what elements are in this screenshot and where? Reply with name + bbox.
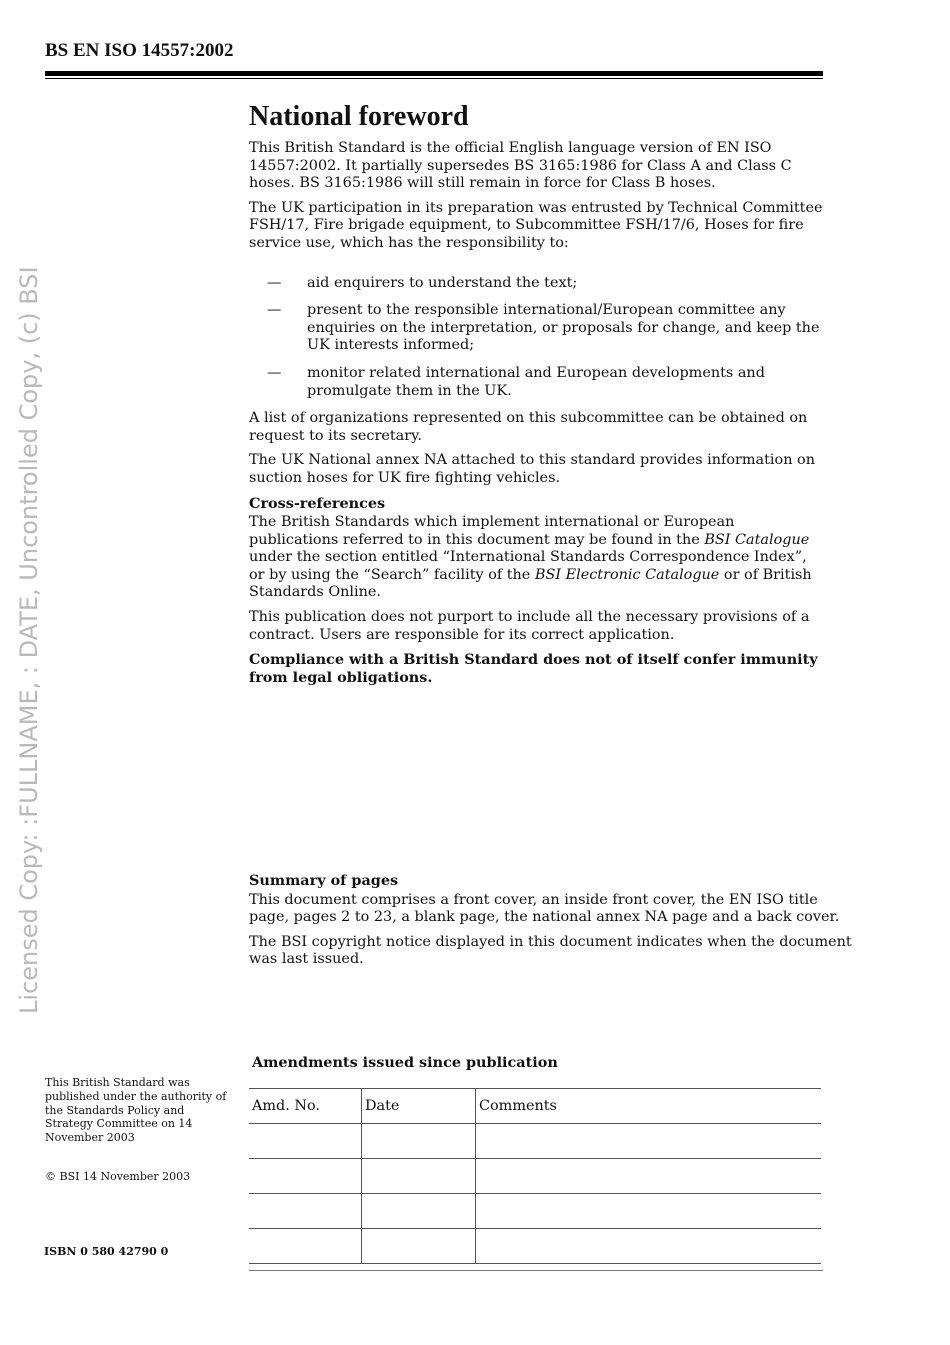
compliance-statement: Compliance with a British Standard does not of itself confer immunity from legal obligations. bbox=[249, 651, 818, 686]
table-cell bbox=[362, 1159, 476, 1194]
national-foreword bbox=[249, 100, 824, 693]
responsibility-list bbox=[249, 275, 824, 401]
header-rule-thick bbox=[45, 71, 823, 76]
table-cell bbox=[476, 1124, 822, 1159]
dash-marker: — bbox=[267, 274, 282, 291]
cross-references-heading: Cross-references bbox=[249, 494, 386, 512]
list-item-text: aid enquirers to understand the text; bbox=[307, 274, 578, 291]
list-item bbox=[249, 275, 824, 293]
license-watermark: Licensed Copy: :FULLNAME, : DATE, Uncontrolled Copy, (c) BSI bbox=[15, 266, 43, 1014]
table-row bbox=[249, 1229, 821, 1264]
list-item bbox=[249, 365, 824, 400]
list-item bbox=[249, 302, 824, 355]
list-item-text: monitor related international and European developments and promulgate them in the UK. bbox=[307, 364, 765, 399]
cross-references-paragraph bbox=[249, 514, 824, 602]
table-row bbox=[249, 1159, 821, 1194]
table-cell bbox=[362, 1229, 476, 1264]
table-cell bbox=[249, 1194, 362, 1229]
table-cell bbox=[362, 1124, 476, 1159]
bsi-electronic-catalogue-title: BSI Electronic Catalogue bbox=[534, 566, 720, 583]
list-item-text: present to the responsible international/European committee any enquiries on the interpretation, or proposals for change, and keep the UK interests informed; bbox=[307, 302, 820, 354]
national-annex-paragraph: The UK National annex NA attached to this standard provides information on suction hoses for UK fire fighting vehicles. bbox=[249, 452, 815, 486]
table-cell bbox=[249, 1159, 362, 1194]
table-cell bbox=[476, 1229, 822, 1264]
table-row bbox=[249, 1124, 821, 1159]
table-header-row bbox=[249, 1089, 821, 1124]
isbn-number: ISBN 0 580 42790 0 bbox=[44, 1245, 169, 1258]
header-rule-thin bbox=[45, 78, 823, 79]
table-cell bbox=[476, 1194, 822, 1229]
footer-rule bbox=[249, 1270, 823, 1271]
copyright-notice-paragraph: The BSI copyright notice displayed in this document indicates when the document was last issued. bbox=[249, 933, 852, 968]
column-header-date: Date bbox=[362, 1089, 476, 1124]
table-cell bbox=[476, 1159, 822, 1194]
dash-marker: — bbox=[267, 364, 282, 381]
column-header-comments: Comments bbox=[476, 1089, 822, 1124]
committee-paragraph: The UK participation in its preparation was entrusted by Technical Committee FSH/17, Fire brigade equipment, to Subcommittee FSH/17/6, Hoses for fire service use, which has the responsibility to: bbox=[249, 199, 823, 251]
bsi-catalogue-title: BSI Catalogue bbox=[704, 531, 810, 548]
page-title: National foreword bbox=[249, 101, 469, 132]
cross-ref-text-1: The British Standards which implement international or European publications referred to in this document may be found in the bbox=[249, 514, 735, 548]
summary-paragraph: This document comprises a front cover, an inside front cover, the EN ISO title page, pages 2 to 23, a blank page, the national annex NA page and a back cover. bbox=[249, 891, 840, 926]
publication-note bbox=[45, 1076, 230, 1145]
table-cell bbox=[362, 1194, 476, 1229]
amendments-table bbox=[249, 1088, 821, 1264]
summary-heading: Summary of pages bbox=[249, 872, 399, 889]
column-header-amd-no: Amd. No. bbox=[249, 1089, 362, 1124]
summary-of-pages bbox=[249, 872, 859, 976]
organizations-paragraph: A list of organizations represented on this subcommittee can be obtained on request to its secretary. bbox=[249, 410, 808, 444]
amendments-title: Amendments issued since publication bbox=[252, 1054, 558, 1071]
publication-authority-text: This British Standard was published under the authority of the Standards Policy and Strategy Committee on 14 November 2003 bbox=[45, 1076, 227, 1145]
table-row bbox=[249, 1194, 821, 1229]
copyright-line: © BSI 14 November 2003 bbox=[45, 1170, 191, 1183]
provisions-paragraph: This publication does not purport to include all the necessary provisions of a contract. Users are responsible for its correct application. bbox=[249, 609, 810, 643]
dash-marker: — bbox=[267, 302, 282, 319]
standard-number-header: BS EN ISO 14557:2002 bbox=[45, 40, 234, 61]
table-cell bbox=[249, 1229, 362, 1264]
cross-ref-text-3: or of British Standards Online. bbox=[249, 566, 812, 601]
table-cell bbox=[249, 1124, 362, 1159]
cross-ref-text-2: under the section entitled “International Standards Correspondence Index”, or by using the “Search” facility of the bbox=[249, 549, 807, 583]
intro-paragraph: This British Standard is the official English language version of EN ISO 14557:2002. It partially supersedes BS 3165:1986 for Class A and Class C hoses. BS 3165:1986 will still remain in force for Class B hoses. bbox=[249, 140, 792, 192]
